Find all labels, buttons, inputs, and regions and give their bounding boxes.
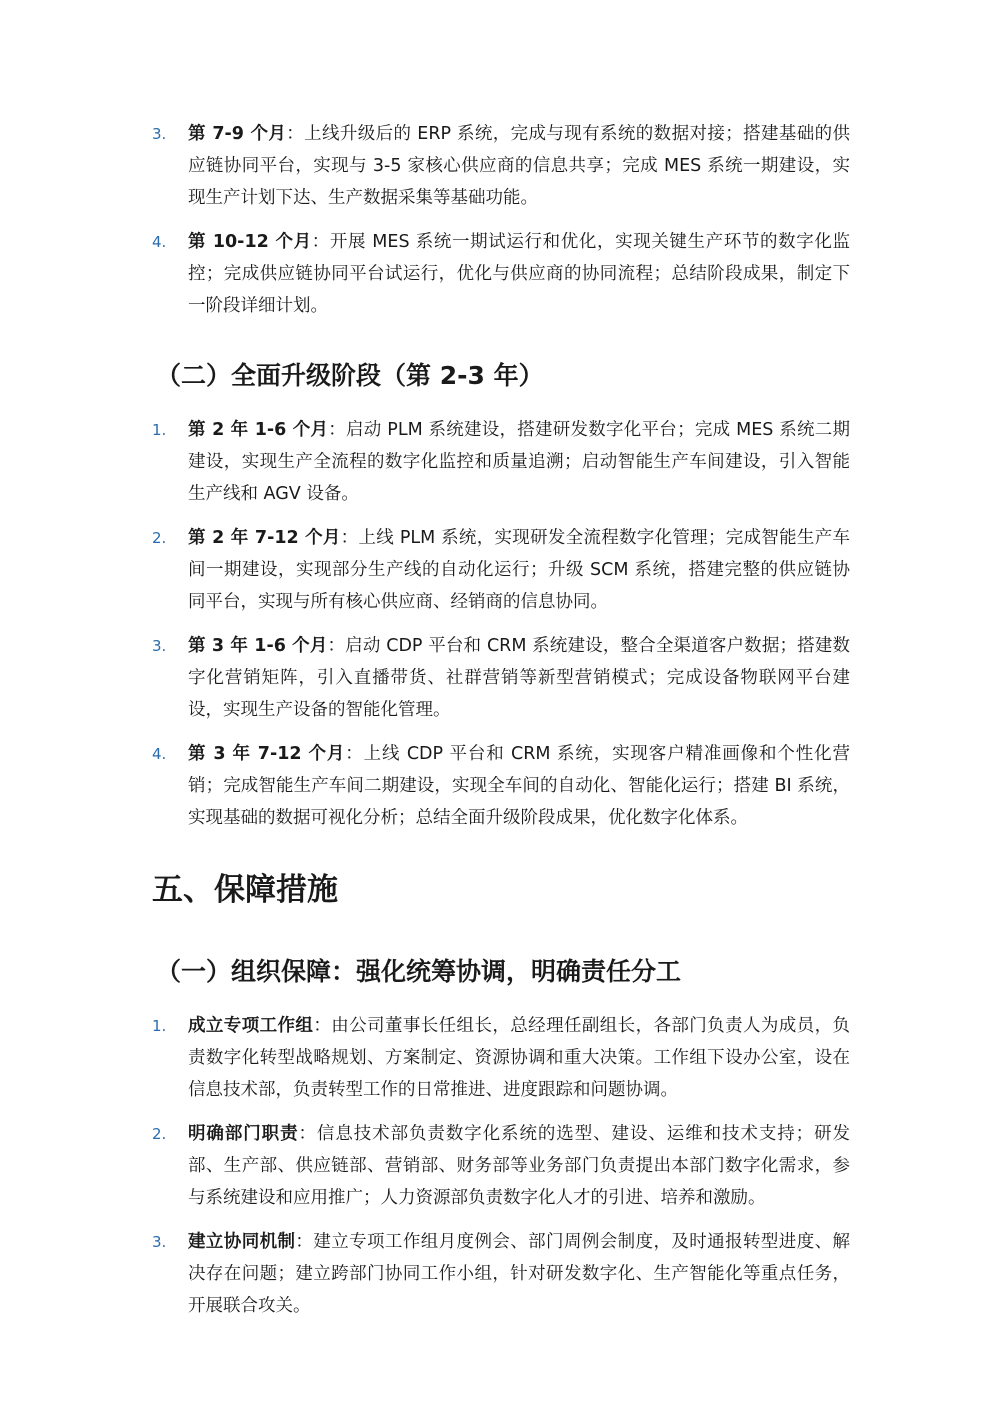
item-body: ：由公司董事长任组长，总经理任副组长，各部门负责人为成员，负责数字化转型战略规划、方案制定、资源协调和重大决策。工作组下设办公室，设在信息技术部，负责转型工作的日常推进、进度跟踪和问题协调。	[188, 1016, 851, 1100]
list-number: 2.	[152, 529, 167, 547]
section-five-heading: 五、保障措施	[152, 872, 338, 908]
list-number: 2.	[152, 1125, 167, 1143]
list-number: 4.	[152, 745, 167, 763]
item-body: ：上线升级后的 ERP 系统，完成与现有系统的数据对接；搭建基础的供应链协同平台，实现与 3-5 家核心供应商的信息共享；完成 MES 系统一期建设，实现生产计划下达、生产数据采集等基础功能。	[188, 124, 850, 208]
item-lead: 建立协同机制	[188, 1232, 296, 1252]
org-guarantee-heading: （一）组织保障：强化统筹协调，明确责任分工	[156, 957, 682, 986]
list-item	[152, 522, 850, 618]
item-body: ：信息技术部负责数字化系统的选型、建设、运维和技术支持；研发部、生产部、供应链部、营销部、财务部等业务部门负责提出本部门数字化需求，参与系统建设和应用推广；人力资源部负责数字化人才的引进、培养和激励。	[188, 1124, 851, 1208]
list-number: 1.	[152, 421, 167, 439]
item-lead: 第 7-9 个月	[188, 124, 287, 144]
list-item	[152, 1226, 850, 1322]
item-body: ：启动 CDP 平台和 CRM 系统建设，整合全渠道客户数据；搭建数字化营销矩阵，引入直播带货、社群营销等新型营销模式；完成设备物联网平台建设，实现生产设备的智能化管理。	[188, 636, 850, 720]
item-body: ：建立专项工作组月度例会、部门周例会制度，及时通报转型进度、解决存在问题；建立跨部门协同工作小组，针对研发数字化、生产智能化等重点任务，开展联合攻关。	[188, 1232, 851, 1316]
list-item	[152, 1118, 850, 1214]
list-number: 3.	[152, 637, 167, 655]
item-lead: 第 3 年 1-6 个月	[188, 636, 328, 656]
list-item	[152, 118, 850, 214]
phase2-heading: （二）全面升级阶段（第 2-3 年）	[156, 361, 544, 390]
list-number: 1.	[152, 1017, 167, 1035]
item-lead: 第 2 年 7-12 个月	[188, 528, 341, 548]
list-item	[152, 226, 850, 322]
phase1-list	[152, 118, 850, 322]
list-number: 4.	[152, 233, 167, 251]
item-body: ：上线 PLM 系统，实现研发全流程数字化管理；完成智能生产车间一期建设，实现部分生产线的自动化运行；升级 SCM 系统，搭建完整的供应链协同平台，实现与所有核心供应商、经销商的信息协同。	[188, 528, 850, 612]
item-lead: 第 3 年 7-12 个月	[188, 744, 346, 764]
item-lead: 第 10-12 个月	[188, 232, 312, 252]
phase2-list	[152, 414, 850, 834]
list-item	[152, 1010, 850, 1106]
item-lead: 成立专项工作组	[188, 1016, 314, 1036]
list-item	[152, 738, 850, 834]
item-body: ：开展 MES 系统一期试运行和优化，实现关键生产环节的数字化监控；完成供应链协同平台试运行，优化与供应商的协同流程；总结阶段成果，制定下一阶段详细计划。	[188, 232, 851, 316]
list-number: 3.	[152, 125, 167, 143]
list-number: 3.	[152, 1233, 167, 1251]
item-body: ：启动 PLM 系统建设，搭建研发数字化平台；完成 MES 系统二期建设，实现生产全流程的数字化监控和质量追溯；启动智能生产车间建设，引入智能生产线和 AGV 设备。	[188, 420, 850, 504]
org-guarantee-list	[152, 1010, 850, 1322]
item-lead: 第 2 年 1-6 个月	[188, 420, 329, 440]
item-body: ：上线 CDP 平台和 CRM 系统，实现客户精准画像和个性化营销；完成智能生产车间二期建设，实现全车间的自动化、智能化运行；搭建 BI 系统，实现基础的数据可视化分析；总结全面升级阶段成果，优化数字化体系。	[188, 744, 850, 828]
list-item	[152, 630, 850, 726]
list-item	[152, 414, 850, 510]
item-lead: 明确部门职责	[188, 1124, 299, 1144]
